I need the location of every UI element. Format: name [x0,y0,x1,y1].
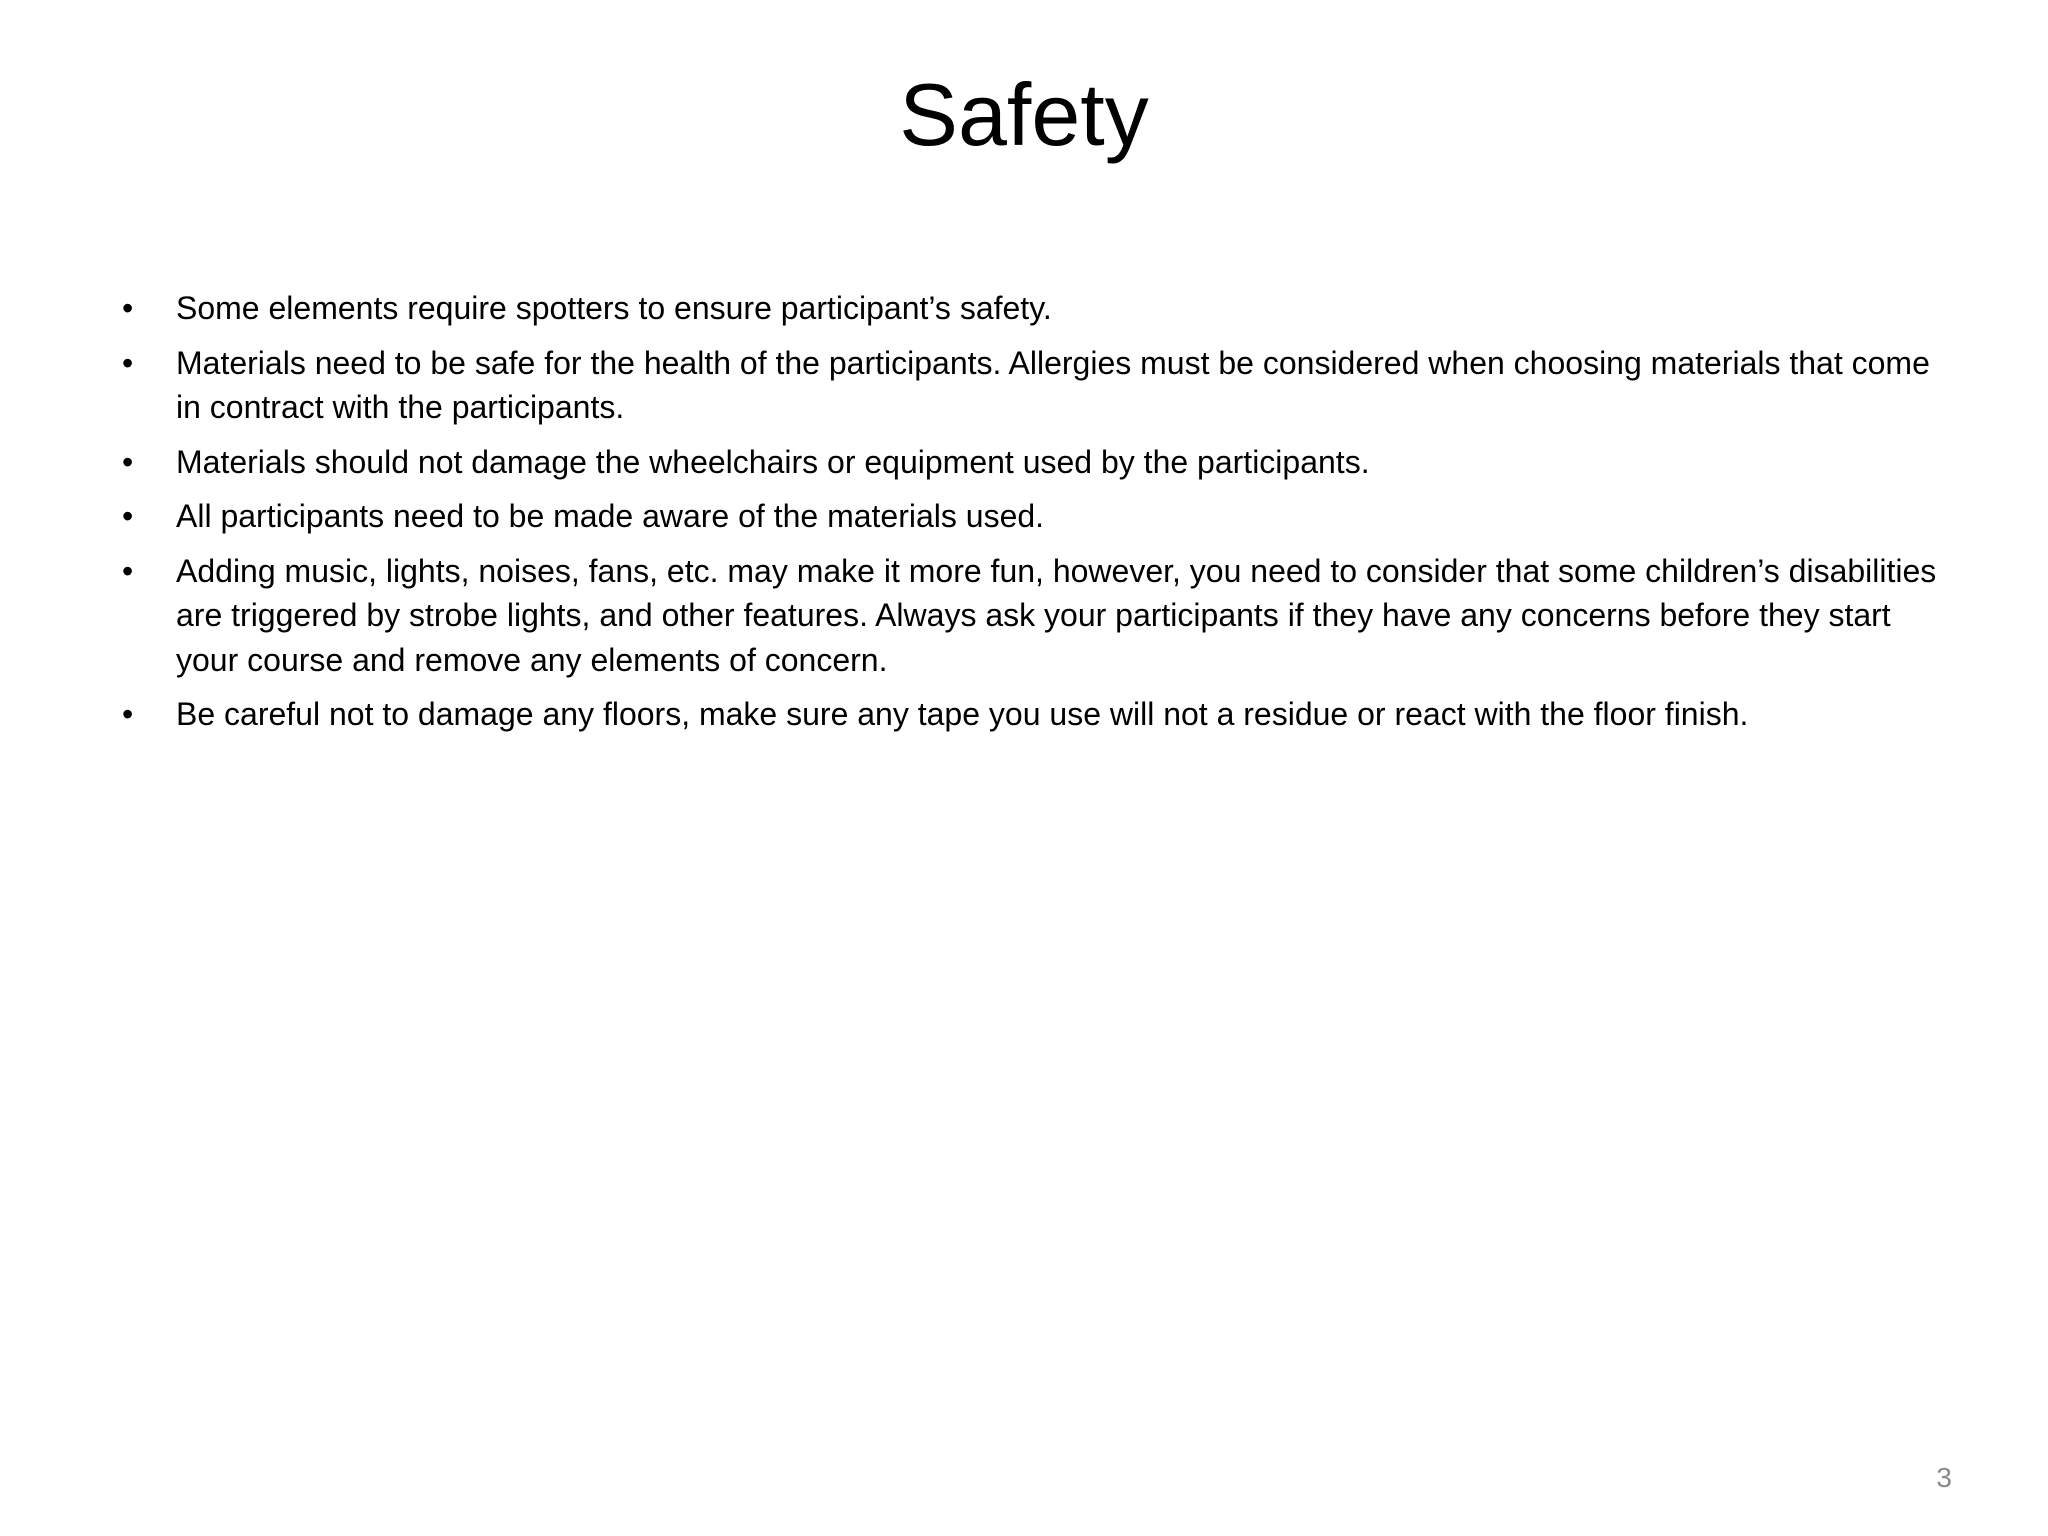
bullet-dot-icon: • [122,344,134,381]
bullet-text: Materials need to be safe for the health of the participants. Allergies must be considered when choosing materials that come in contract with the participants. [176,344,1930,425]
bullet-dot-icon: • [122,443,134,480]
bullet-text: Materials should not damage the wheelchairs or equipment used by the participants. [176,443,1370,480]
page-number: 3 [1936,1462,1952,1493]
bullet-dot-icon: • [122,696,134,732]
bullet-item [122,440,1952,485]
bullet-item [122,341,1952,430]
bullet-text: Some elements require spotters to ensure participant’s safety. [176,290,1052,326]
bullet-dot-icon: • [122,498,134,534]
bullet-dot-icon: • [122,290,134,326]
bullet-text: All participants need to be made aware of the materials used. [176,498,1045,534]
bullet-dot-icon: • [122,552,134,589]
bullet-list [122,286,1952,747]
bullet-item [122,692,1952,737]
bullet-item [122,494,1952,539]
bullet-item [122,286,1952,331]
bullet-text: Be careful not to damage any floors, make sure any tape you use will not a residue or react with the floor finish. [176,696,1749,732]
bullet-item [122,549,1952,683]
slide-title: Safety [899,65,1149,164]
bullet-text: Adding music, lights, noises, fans, etc. may make it more fun, however, you need to consider that some children’s disabilities are triggered by strobe lights, and other features. Always ask your participants if they have any concerns before they start your course and remove any elements of concern. [176,552,1937,678]
